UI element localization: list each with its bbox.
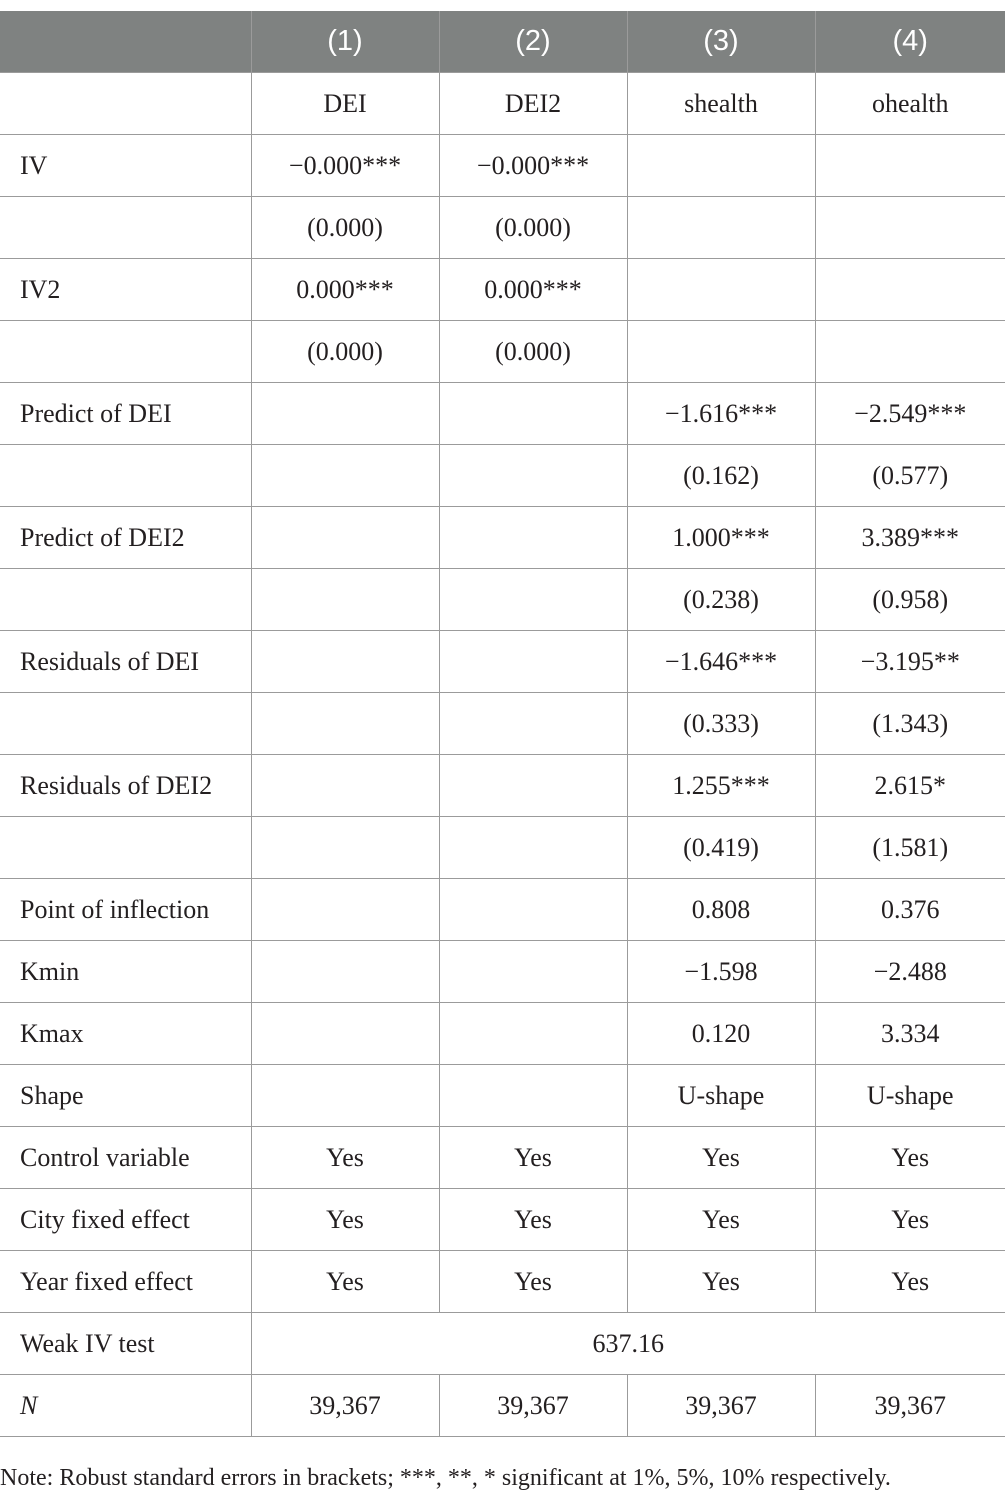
row-label [0,197,251,259]
table-cell: Yes [251,1127,439,1189]
table-cell: −0.000*** [251,135,439,197]
table-cell [815,197,1005,259]
row-label: Residuals of DEI [0,631,251,693]
table-cell [251,1003,439,1065]
row-label: IV [0,135,251,197]
table-cell: Yes [439,1251,627,1313]
table-cell: (1.581) [815,817,1005,879]
table-cell [439,507,627,569]
table-row [0,569,1005,631]
row-label: Control variable [0,1127,251,1189]
row-label: Kmax [0,1003,251,1065]
table-cell: (0.419) [627,817,815,879]
row-label [0,569,251,631]
table-row [0,197,1005,259]
table-cell: 39,367 [439,1375,627,1437]
table-row [0,817,1005,879]
table-cell [251,631,439,693]
table-cell: U-shape [815,1065,1005,1127]
table-cell: Yes [627,1189,815,1251]
table-row [0,1003,1005,1065]
table-cell [627,135,815,197]
table-row [0,631,1005,693]
table-cell: 0.376 [815,879,1005,941]
table-cell: 0.000*** [439,259,627,321]
table-cell [439,817,627,879]
row-label: Year fixed effect [0,1251,251,1313]
table-cell [439,445,627,507]
table-cell: (0.000) [251,197,439,259]
table-cell [251,1065,439,1127]
row-label [0,321,251,383]
table-cell: Yes [251,1251,439,1313]
row-label: Point of inflection [0,879,251,941]
table-cell: 39,367 [251,1375,439,1437]
table-cell: −2.549*** [815,383,1005,445]
row-label [0,817,251,879]
table-cell [439,941,627,1003]
table-cell: 0.000*** [251,259,439,321]
table-cell [251,445,439,507]
table-cell: Yes [251,1189,439,1251]
table-cell: DEI [251,73,439,135]
table-cell: (0.958) [815,569,1005,631]
table-cell [439,693,627,755]
table-cell [439,755,627,817]
table-row [0,1127,1005,1189]
table-row [0,879,1005,941]
observations-row [0,1375,1005,1437]
table-cell [439,383,627,445]
table-cell: 0.808 [627,879,815,941]
row-label: City fixed effect [0,1189,251,1251]
table-cell: Yes [627,1127,815,1189]
table-cell: Yes [815,1251,1005,1313]
table-cell: −3.195** [815,631,1005,693]
table-cell: U-shape [627,1065,815,1127]
table-cell: Yes [815,1189,1005,1251]
table-row [0,507,1005,569]
table-cell [439,879,627,941]
table-cell: Yes [627,1251,815,1313]
table-row [0,755,1005,817]
table-cell: shealth [627,73,815,135]
header-cell-col1: (1) [251,11,439,73]
table-cell: −1.598 [627,941,815,1003]
table-cell: −2.488 [815,941,1005,1003]
table-cell: (1.343) [815,693,1005,755]
table-row [0,1251,1005,1313]
table-row [0,135,1005,197]
table-cell: DEI2 [439,73,627,135]
table-cell: 39,367 [627,1375,815,1437]
table-cell [815,259,1005,321]
table-cell: 1.255*** [627,755,815,817]
table-cell: 0.120 [627,1003,815,1065]
table-cell [251,879,439,941]
table-cell: (0.000) [439,197,627,259]
table-cell [815,321,1005,383]
table-cell: ohealth [815,73,1005,135]
table-cell [627,259,815,321]
header-cell-col4: (4) [815,11,1005,73]
table-row [0,73,1005,135]
table-row [0,321,1005,383]
weak-iv-row [0,1313,1005,1375]
row-label: N [0,1375,251,1437]
row-label [0,445,251,507]
row-label: Residuals of DEI2 [0,755,251,817]
table-cell [627,197,815,259]
table-cell: (0.238) [627,569,815,631]
table-cell: (0.333) [627,693,815,755]
header-cell-blank [0,11,251,73]
row-label: Weak IV test [0,1313,251,1375]
row-label: IV2 [0,259,251,321]
table-cell [439,1003,627,1065]
table-row [0,693,1005,755]
table-cell [815,135,1005,197]
table-header-row [0,11,1005,73]
table-cell [251,755,439,817]
table-note: Note: Robust standard errors in brackets; ***, **, * significant at 1%, 5%, 10% respectively. [0,1465,891,1491]
table-row [0,383,1005,445]
table-cell: Yes [439,1189,627,1251]
header-cell-col2: (2) [439,11,627,73]
row-label [0,73,251,135]
table-row [0,1065,1005,1127]
table-cell: (0.000) [439,321,627,383]
table-cell [251,507,439,569]
table-cell [439,631,627,693]
row-label [0,693,251,755]
table-cell: −0.000*** [439,135,627,197]
table-cell: −1.646*** [627,631,815,693]
table-cell [439,569,627,631]
row-label: Predict of DEI2 [0,507,251,569]
table-cell: Yes [439,1127,627,1189]
table-cell [251,569,439,631]
table-row [0,259,1005,321]
header-cell-col3: (3) [627,11,815,73]
table-row [0,1189,1005,1251]
table-cell: −1.616*** [627,383,815,445]
row-label: Predict of DEI [0,383,251,445]
table-cell: (0.000) [251,321,439,383]
row-label: Kmin [0,941,251,1003]
row-label: Shape [0,1065,251,1127]
table-cell [251,693,439,755]
table-cell: (0.162) [627,445,815,507]
regression-table [0,11,1005,1437]
table-cell [439,1065,627,1127]
table-cell [251,383,439,445]
table-cell: 3.389*** [815,507,1005,569]
table-cell [251,941,439,1003]
table-cell: Yes [815,1127,1005,1189]
table-row [0,445,1005,507]
table-cell [627,321,815,383]
table-cell: 3.334 [815,1003,1005,1065]
table-row [0,941,1005,1003]
table-cell: 2.615* [815,755,1005,817]
table-cell [251,817,439,879]
table-cell: (0.577) [815,445,1005,507]
table-cell: 39,367 [815,1375,1005,1437]
table-cell: 1.000*** [627,507,815,569]
weak-iv-value: 637.16 [251,1313,1005,1375]
